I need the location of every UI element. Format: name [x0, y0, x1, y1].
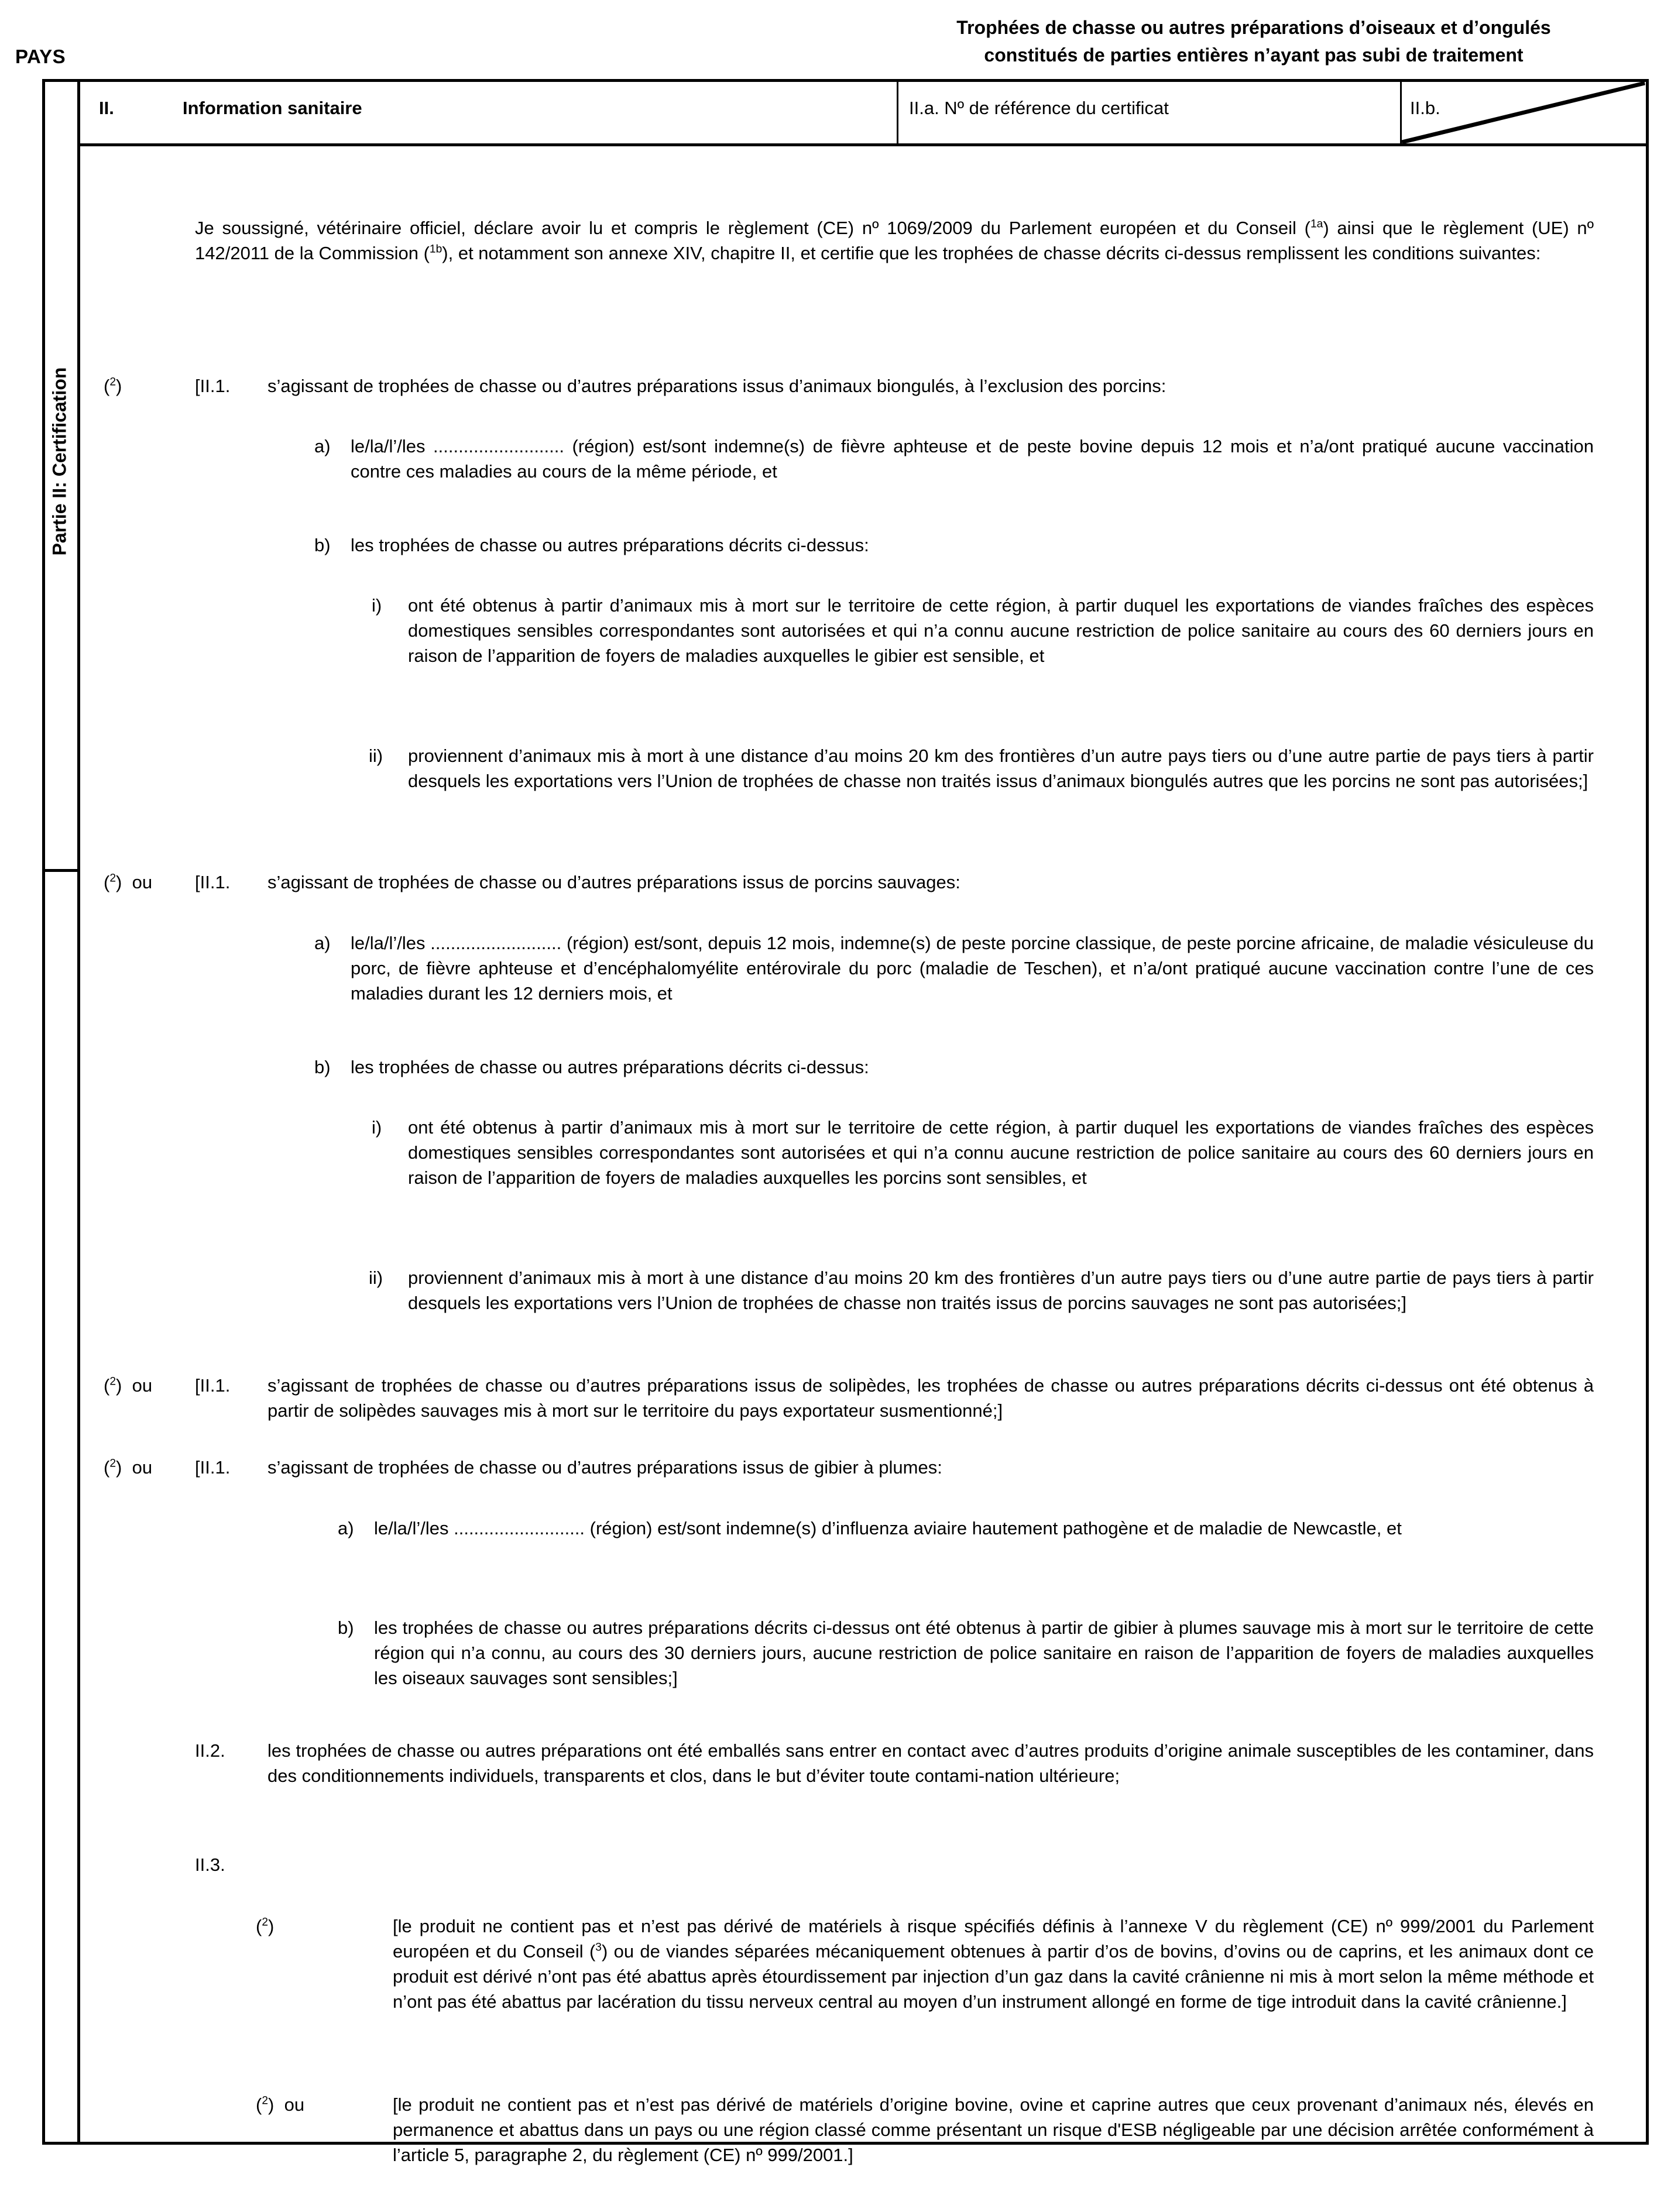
clause-2-b-i-marker: i): [372, 1117, 382, 1138]
intro-text-3: ), et notamment son annexe XIV, chapitre II, et certifie que les trophées de chasse décrits ci-dessus remplissent les conditions suivantes:: [442, 243, 1541, 263]
ou-label-2: ou: [132, 872, 153, 892]
intro-text-2: ) ainsi que le règlement (UE) nº 142/2011 de la Commission (: [195, 218, 1594, 263]
ii3-option1-part2: ) ou de viandes séparées mécaniquement obtenues à partir d’os de bovins, d’ovins ou de caprins, et les animaux dont ce produit est dérivé n’ont pas été abattus après étourdissement par injection d’un gaz dans la cavité crânienne ni mis à mort selon la même méthode et n’ont pas été abattus par lacération du tissu nerveux central au moyen d’un instrument allongé en forme de tige introduit dans la cavité crânienne.]: [393, 1941, 1594, 2012]
clause-4-b-marker: b): [338, 1617, 354, 1638]
clause-4-a-text: le/la/l’/les .......................... (région) est/sont indemne(s) d’influenza aviaire hautement pathogène et de maladie de Newcastle, et: [374, 1518, 1402, 1538]
footnote-marker-ii3-option-2: ($^2$) ou: [256, 2094, 305, 2115]
sidebar-column: [45, 82, 80, 2142]
clause-3-number: [II.1.: [195, 1375, 231, 1396]
footnote-marker-clause-1: ($^2$): [104, 376, 122, 396]
document-title-line-2: constitués de parties entières n’ayant pas subi de traitement: [984, 44, 1524, 66]
iib-cell[interactable]: [1400, 82, 1646, 143]
part-label: Partie II: Certification: [49, 367, 70, 556]
clause-1-b-i-marker: i): [372, 595, 382, 616]
clause-2-b-ii-marker: ii): [369, 1268, 383, 1288]
clause-1-a-marker: a): [314, 436, 331, 456]
clause-2-intro: s’agissant de trophées de chasse ou d’autres préparations issus de porcins sauvages:: [267, 872, 960, 892]
clause-1-b-ii-text: proviennent d’animaux mis à mort à une distance d’au moins 20 km des frontières d’un autre pays tiers ou d’une autre partie de pays tiers à partir desquels les exportations vers l’Union de trophées de chasse non traités issus d’animaux biongulés autres que les porcins ne sont pas autorisées;]: [408, 746, 1594, 791]
table-header-row: [80, 82, 1646, 146]
clause-1-b-text: les trophées de chasse ou autres préparations décrits ci-dessus:: [351, 535, 869, 555]
certificate-reference-label: II.a. Nº de référence du certificat: [909, 98, 1169, 118]
footnote-marker-clause-3: ($^2$) ou: [104, 1375, 153, 1396]
clause-2-b-i-text: ont été obtenus à partir d’animaux mis à mort sur le territoire de cette région, à partir duquel les exportations de viandes fraîches des espèces domestiques sensibles correspondantes sont autorisées et qui n’a connu aucune restriction de police sanitaire au cours des 60 derniers jours en raison de l’apparition de foyers de maladies auxquelles les porcins sont sensibles, et: [408, 1117, 1594, 1188]
clause-1-intro: s’agissant de trophées de chasse ou d’autres préparations issus d’animaux biongulés, à l’exclusion des porcins:: [267, 376, 1166, 396]
clause-1-b-marker: b): [314, 535, 331, 555]
clause-1-b-ii-marker: ii): [369, 746, 383, 766]
footnote-ref-2f: 2: [262, 2094, 269, 2107]
certificate-body: [80, 146, 1646, 2165]
clause-ii2-text: les trophées de chasse ou autres préparations ont été emballés sans entrer en contact avec d’autres produits d’origine animale susceptibles de les contaminer, dans des conditionnements individuels, transparents et clos, dans le but d’éviter toute contami-nation ultérieure;: [267, 1740, 1594, 1786]
clause-1-a-text: le/la/l’/les .......................... (région) est/sont indemne(s) de fièvre aphteuse et de peste bovine depuis 12 mois et n’a/ont pratiqué aucune vaccination contre ces maladies au cours de la même période, et: [351, 436, 1594, 482]
clause-1-b-i-text: ont été obtenus à partir d’animaux mis à mort sur le territoire de cette région, à partir duquel les exportations de viandes fraîches des espèces domestiques sensibles correspondantes sont autorisées et qui n’a connu aucune restriction de police sanitaire au cours des 60 derniers jours en raison de l’apparition de foyers de maladies auxquelles le gibier est sensible, et: [408, 595, 1594, 666]
certificate-table: [42, 79, 1649, 2165]
clause-4-number: [II.1.: [195, 1457, 231, 1478]
clause-2-number: [II.1.: [195, 872, 231, 892]
clause-ii3-option-2-text: [le produit ne contient pas et n’est pas dérivé de matériels d’origine bovine, ovine et caprine autres que ceux provenant d’animaux nés, élevés en permanence et abattus dans un pays ou une région classé comme présentant un risque d'ESB négligeable par une décision arrêtée conformément à l’article 5, paragraphe 2, du règlement (CE) nº 999/2001.]: [393, 2094, 1594, 2165]
footnote-marker-ii3-option-1: ($^2$): [256, 1916, 275, 1936]
section-title: Information sanitaire: [183, 98, 362, 118]
iib-label: II.b.: [1410, 98, 1440, 118]
part-label-box: [45, 82, 80, 872]
clause-4-a-marker: a): [338, 1518, 354, 1538]
clause-ii3-number: II.3.: [195, 1854, 225, 1875]
footnote-ref-2: 2: [109, 376, 116, 389]
ii3-option1-part1: [le produit ne contient pas et n’est pas dérivé de matériels à risque spécifiés définis à l’annexe V du règlement (CE) nº 999/2001 du Parlement européen et du Conseil (: [393, 1916, 1594, 1962]
footnote-ref-1b: 1b: [429, 243, 442, 256]
clause-ii3-option-1-text: [393, 1914, 1594, 2014]
clause-1-number: [II.1.: [195, 376, 231, 396]
footnote-marker-clause-4: ($^2$) ou: [104, 1457, 153, 1478]
footnote-ref-1a: 1a: [1310, 218, 1323, 231]
clause-ii2-number: II.2.: [195, 1740, 225, 1761]
page-header-band: [0, 0, 1664, 79]
footnote-ref-2b: 2: [109, 872, 116, 885]
footnote-ref-3: 3: [595, 1941, 602, 1954]
clause-2-a-text: le/la/l’/les .......................... (région) est/sont, depuis 12 mois, indemne(s) de peste porcine classique, de peste porcine africaine, de maladie vésiculeuse du porc, de fièvre aphteuse et d’encéphalomyélite entérovirale du porc (maladie de Teschen), et n’a/ont pratiqué aucune vaccination contre l’une de ces maladies durant les 12 derniers mois, et: [351, 933, 1594, 1004]
ou-label-3: ou: [132, 1375, 153, 1396]
intro-text-1: Je soussigné, vétérinaire officiel, déclare avoir lu et compris le règlement (CE) nº 1069/2009 du Parlement européen et du Conseil (: [195, 218, 1310, 238]
clause-2-b-text: les trophées de chasse ou autres préparations décrits ci-dessus:: [351, 1057, 869, 1077]
document-title-line-1: Trophées de chasse ou autres préparations d’oiseaux et d’ongulés: [956, 17, 1551, 38]
country-label: PAYS: [15, 46, 66, 67]
section-title-cell: [80, 82, 897, 143]
clause-2-a-marker: a): [314, 933, 331, 953]
footnote-ref-2d: 2: [109, 1457, 116, 1470]
clause-2-b-marker: b): [314, 1057, 331, 1077]
ou-label-4: ou: [132, 1457, 153, 1478]
clause-3-text: s’agissant de trophées de chasse ou d’autres préparations issus de solipèdes, les trophées de chasse ou autres préparations décrits ci-dessus ont été obtenus à partir de solipèdes sauvages mis à mort sur le territoire du pays exportateur susmentionné;]: [267, 1375, 1594, 1421]
section-number: II.: [99, 98, 114, 118]
footnote-marker-clause-2: ($^2$) ou: [104, 872, 153, 892]
document-title: [856, 14, 1652, 69]
ou-label-ii3: ou: [284, 2094, 305, 2115]
clause-4-intro: s’agissant de trophées de chasse ou d’autres préparations issus de gibier à plumes:: [267, 1457, 942, 1478]
clause-4-b-text: les trophées de chasse ou autres préparations décrits ci-dessus ont été obtenus à partir de gibier à plumes sauvage mis à mort sur le territoire de cette région qui n’a connu, au cours des 30 derniers jours, aucune restriction de police sanitaire en raison de l’apparition de foyers de maladies auxquelles les oiseaux sauvages sont sensibles;]: [374, 1617, 1594, 1688]
intro-paragraph: [195, 215, 1594, 266]
clause-2-b-ii-text: proviennent d’animaux mis à mort à une distance d’au moins 20 km des frontières d’un autre pays tiers ou d’une autre partie de pays tiers à partir desquels les exportations vers l’Union de trophées de chasse non traités issus de porcins sauvages ne sont pas autorisées;]: [408, 1268, 1594, 1313]
footnote-ref-2e: 2: [262, 1916, 269, 1929]
certificate-reference-cell[interactable]: [897, 82, 1400, 143]
footnote-ref-2c: 2: [109, 1375, 116, 1388]
